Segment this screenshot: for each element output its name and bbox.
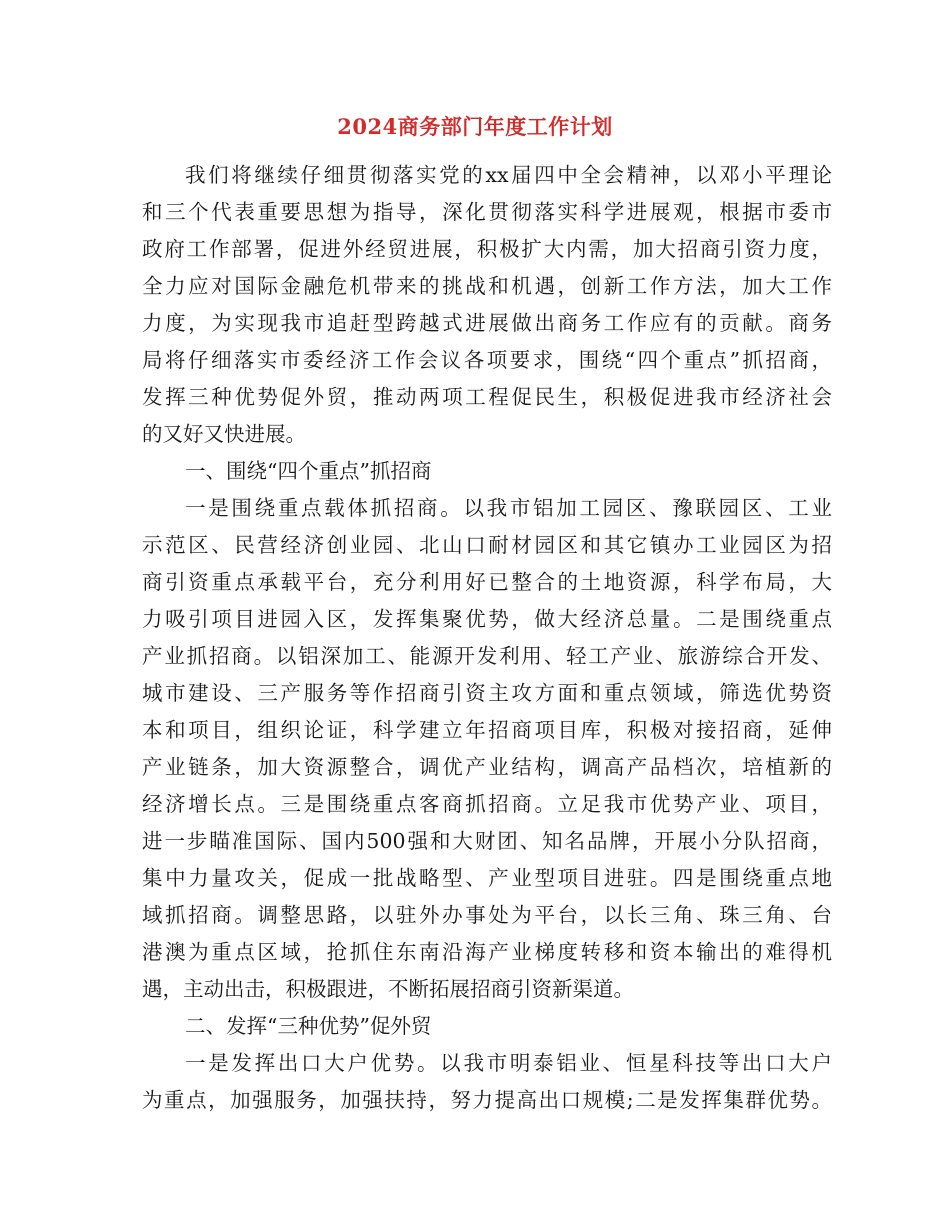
text-line: 力度，为实现我市追赶型跨越式进展做出商务工作应有的贡献。商务 [142, 311, 832, 335]
text-line: 发挥三种优势促外贸，推动两项工程促民生，积极促进我市经济社会 [142, 385, 832, 409]
text-line: 局将仔细落实市委经济工作会议各项要求，围绕“四个重点”抓招商， [142, 348, 832, 372]
text-line: 本和项目，组织论证，科学建立年招商项目库，积极对接招商，延伸 [142, 718, 832, 742]
text-line: 二、发挥“三种优势”促外贸 [185, 1014, 432, 1038]
text-line: 示范区、民营经济创业园、北山口耐材园区和其它镇办工业园区为招 [142, 533, 832, 557]
text-line: 域抓招商。调整思路，以驻外办事处为平台，以长三角、珠三角、台 [142, 903, 832, 927]
text-line: 力吸引项目进园入区，发挥集聚优势，做大经济总量。二是围绕重点 [142, 607, 832, 631]
text-line: 一、围绕“四个重点”抓招商 [185, 459, 432, 483]
text-line: 产业抓招商。以铝深加工、能源开发利用、轻工产业、旅游综合开发、 [142, 644, 832, 668]
text-line: 的又好又快进展。 [142, 422, 306, 446]
text-line: 遇，主动出击，积极跟进，不断拓展招商引资新渠道。 [142, 977, 634, 1001]
text-line: 商引资重点承载平台，充分利用好已整合的土地资源，科学布局，大 [142, 570, 832, 594]
text-line: 政府工作部署，促进外经贸进展，积极扩大内需，加大招商引资力度， [142, 237, 832, 261]
text-line: 港澳为重点区域，抢抓住东南沿海产业梯度转移和资本输出的难得机 [142, 940, 832, 964]
text-line: 一是发挥出口大户优势。以我市明泰铝业、恒星科技等出口大户 [185, 1051, 832, 1075]
text-line: 产业链条，加大资源整合，调优产业结构，调高产品档次，培植新的 [142, 755, 832, 779]
text-line: 一是围绕重点载体抓招商。以我市铝加工园区、豫联园区、工业 [185, 496, 832, 520]
text-line: 经济增长点。三是围绕重点客商抓招商。立足我市优势产业、项目， [142, 792, 832, 816]
text-line: 全力应对国际金融危机带来的挑战和机遇，创新工作方法，加大工作 [142, 274, 832, 298]
text-line: 集中力量攻关，促成一批战略型、产业型项目进驻。四是围绕重点地 [142, 866, 832, 890]
text-line: 为重点，加强服务，加强扶持，努力提高出口规模;二是发挥集群优势。 [142, 1088, 832, 1112]
document-title: 2024商务部门年度工作计划 [337, 114, 613, 139]
text-line: 我们将继续仔细贯彻落实党的xx届四中全会精神，以邓小平理论 [185, 163, 832, 187]
document-body [142, 157, 832, 1119]
text-line: 进一步瞄准国际、国内500强和大财团、知名品牌，开展小分队招商， [142, 829, 832, 853]
text-line: 和三个代表重要思想为指导，深化贯彻落实科学进展观，根据市委市 [142, 200, 832, 224]
text-line: 城市建设、三产服务等作招商引资主攻方面和重点领域，筛选优势资 [142, 681, 832, 705]
